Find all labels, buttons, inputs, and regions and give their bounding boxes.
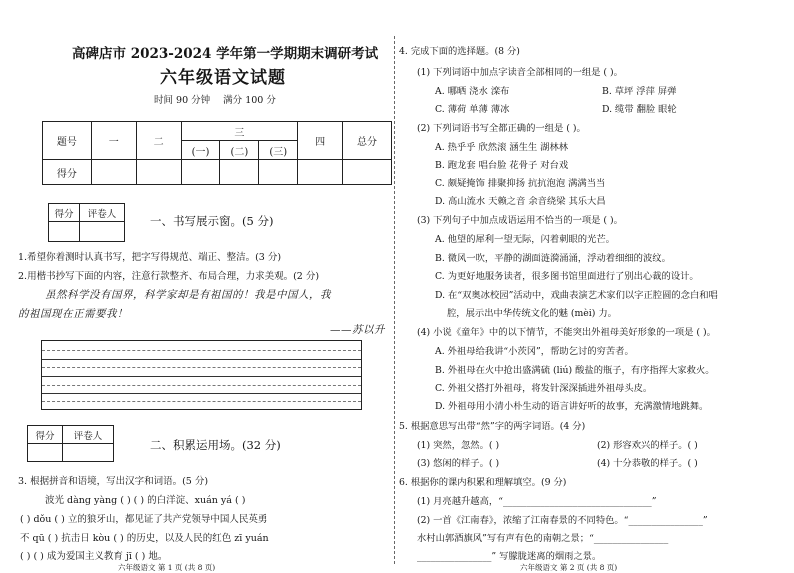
- q3-text: 3. 根据拼音和语境，写出汉字和词语。(5 分): [18, 476, 209, 487]
- q4-2-b: B. 跑龙套 唱台脸 花骨子 对台戏: [435, 160, 569, 171]
- q6-1: (1) 月亮越升越高，“________________________________”: [417, 496, 657, 507]
- exam-time: 时间 90 分钟: [154, 95, 211, 106]
- q4-4: (4) 小说《童年》中的以下情节，不能突出外祖母美好形象的一项是 ( )。: [417, 327, 716, 338]
- q4-4-c: C. 外祖父搭打外祖母，将发针深深插进外祖母头皮。: [435, 383, 653, 394]
- poem-line-2: 的祖国现在正需要我！: [18, 308, 128, 320]
- q6-4: ________________” 写朦胧迷离的烟雨之景。: [417, 551, 602, 562]
- writing-grid[interactable]: [41, 340, 362, 410]
- q4-3-c: C. 为更好地服务读者，很多图书馆里面进行了别出心裁的设计。: [435, 271, 699, 282]
- score-cell-total: 总分: [343, 122, 392, 160]
- score-cell-header: 题号: [43, 122, 92, 160]
- score-cell-3b: (二): [220, 141, 259, 160]
- q3-line-2: ( ) dǒu ( ) 立的狼牙山，都见证了共产党领导中国人民英勇: [20, 514, 268, 525]
- grader-score-cell[interactable]: [49, 222, 80, 242]
- section-1-title: 一、书写展示窗。(5 分): [150, 214, 274, 228]
- q5-2: (2) 形容欢兴的样子。( ): [597, 440, 698, 451]
- exam-subject: 六年级语文试题: [160, 68, 286, 88]
- grader-score-label: 得分: [49, 204, 80, 222]
- q4-1-b: B. 草坪 浮萍 屏弹: [602, 86, 677, 97]
- q3-line-4: ( ) ( ) 成为爱国主义教育 jī ( ) 地。: [20, 551, 168, 562]
- q4-2-d: D. 高山流水 天赖之音 余音绕梁 其乐大昌: [435, 196, 606, 207]
- score-cell-3c: (三): [259, 141, 298, 160]
- q4-1-c: C. 薄荷 单薄 薄冰: [435, 104, 510, 115]
- q5-text: 5. 根据意思写出带“然”字的两字词语。(4 分): [399, 421, 586, 432]
- grader-box-2: [27, 425, 114, 462]
- q4-3-d-cont: 腔，展示出中华传统文化的魅 (mèi) 力。: [447, 308, 617, 319]
- page-divider: [394, 36, 395, 564]
- left-page: [0, 0, 392, 571]
- score-input-3c[interactable]: [259, 160, 298, 185]
- score-input-2[interactable]: [136, 160, 181, 185]
- q1-text: 1.希望你着测时认真书写，把字写得规范、端正、整洁。(3 分): [18, 252, 282, 263]
- grader-reviewer-cell[interactable]: [63, 444, 114, 462]
- q6-2: (2) 一首《江南春》，浓缩了江南春景的不同特色。“________________”: [417, 515, 708, 526]
- score-input-3b[interactable]: [220, 160, 259, 185]
- score-table: [42, 121, 392, 185]
- q4-2: (2) 下列词语书写全都正确的一组是 ( )。: [417, 123, 586, 134]
- score-input-3a[interactable]: [181, 160, 220, 185]
- q4-4-a: A. 外祖母给我讲“小茨冈”，帮助乞讨的穷苦者。: [435, 346, 634, 357]
- grader-reviewer-cell[interactable]: [80, 222, 125, 242]
- q4-3-b: B. 微风一吹，平静的湖面涟漪涌涌，浮动着细细的波纹。: [435, 253, 671, 264]
- q3-line-1: 波光 dàng yàng ( ) ( ) 的白洋淀、xuán yá ( ): [45, 495, 246, 506]
- q5-4: (4) 十分恭敬的样子。( ): [597, 458, 698, 469]
- section-2-title: 二、积累运用场。(32 分): [150, 438, 281, 452]
- grader-reviewer-label: 评卷人: [80, 204, 125, 222]
- score-cell-2: 二: [136, 122, 181, 160]
- q5-3: (3) 悠闲的样子。( ): [417, 458, 500, 469]
- grader-score-cell[interactable]: [28, 444, 63, 462]
- q6-3: 水村山郭酒旗风”写有声有色的南朝之景；“________________: [417, 533, 669, 544]
- q2-text: 2.用楷书抄写下面的内容，注意行款整齐、布局合理，力求美观。(2 分): [18, 271, 320, 282]
- grader-box-1: [48, 203, 125, 242]
- poem-line-1: 虽然科学没有国界，科学家却是有祖国的！我是中国人，我: [45, 289, 331, 301]
- grader-reviewer-label: 评卷人: [63, 426, 114, 444]
- q4-4-b: B. 外祖母在火中抢出盛满硫 (liú) 酸盐的瓶子，有序指挥大家救火。: [435, 365, 715, 376]
- q4-2-a: A. 热乎乎 欣然滚 涵生生 湖林林: [435, 142, 569, 153]
- page-footer-1: 六年级语文 第 1 页 (共 8 页): [118, 563, 216, 572]
- q3-line-3: 不 qū ( ) 抗击日 kòu ( ) 的历史，以及人民的红色 zī yuán: [20, 533, 269, 544]
- grader-score-label: 得分: [28, 426, 63, 444]
- q6-text: 6. 根据你的课内积累和理解填空。(9 分): [399, 477, 567, 488]
- exam-info: [154, 92, 286, 106]
- q4-1-d: D. 缆带 翻脸 眼轮: [602, 104, 677, 115]
- q4-1: (1) 下列词语中加点字读音全部相同的一组是 ( )。: [417, 67, 623, 78]
- q4-4-d: D. 外祖母用小清小朴生动的语言讲好听的故事，充满激情地跳舞。: [435, 401, 709, 412]
- score-input-4[interactable]: [298, 160, 343, 185]
- poem-author: ——苏以升: [330, 324, 385, 336]
- q4-3: (3) 下列句子中加点成语运用不恰当的一项是 ( )。: [417, 215, 623, 226]
- q4-text: 4. 完成下面的选择题。(8 分): [399, 46, 520, 57]
- q4-1-a: A. 哪晒 浇水 滦布: [435, 86, 510, 97]
- score-input-1[interactable]: [91, 160, 136, 185]
- score-cell-3: 三: [181, 122, 298, 141]
- score-cell-1: 一: [91, 122, 136, 160]
- score-cell-3a: (一): [181, 141, 220, 160]
- q5-1: (1) 突然，忽然。( ): [417, 440, 500, 451]
- q4-3-d: D. 在“双奥冰校园”活动中，戏曲表演艺术家们以字正腔圆的念白和唱: [435, 290, 718, 301]
- q4-3-a: A. 他望的犀利一望无际，闪着刺眼的光芒。: [435, 234, 615, 245]
- q4-2-c: C. 颇疑掩饰 排聚抑扬 抗抗泡泡 满满当当: [435, 178, 606, 189]
- exam-title: 高碑店市 2023-2024 学年第一学期期末调研考试: [72, 46, 379, 62]
- exam-full-score: 满分 100 分: [223, 95, 276, 106]
- score-cell-4: 四: [298, 122, 343, 160]
- right-page: [397, 0, 794, 571]
- page-footer-2: 六年级语文 第 2 页 (共 8 页): [520, 563, 618, 572]
- score-input-total[interactable]: [343, 160, 392, 185]
- score-row-label: 得分: [43, 160, 92, 185]
